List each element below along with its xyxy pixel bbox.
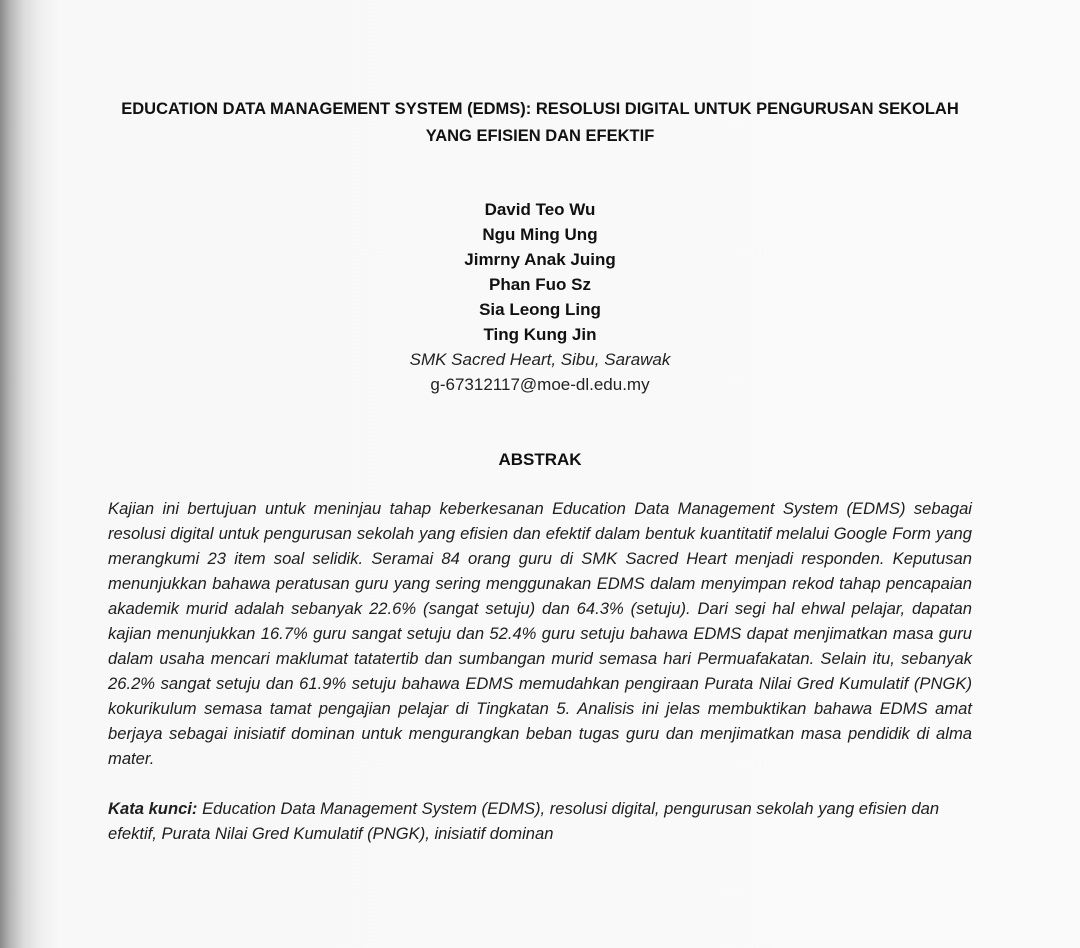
- keywords-label: Kata kunci:: [108, 799, 198, 818]
- abstract-body: Kajian ini bertujuan untuk meninjau tahap keberkesanan Education Data Management System (EDMS) sebagai resolusi digital untuk pengurusan sekolah yang efisien dan efektif dalam bentuk kuantitatif melalui Google Form yang merangkumi 23 item soal selidik. Seramai 84 orang guru di SMK Sacred Heart menjadi responden. Keputusan menunjukkan bahawa peratusan guru yang sering menggunakan EDMS dalam menyimpan rekod tahap pencapaian akademik murid adalah sebanyak 22.6% (sangat setuju) dan 64.3% (setuju). Dari segi hal ehwal pelajar, dapatan kajian menunjukkan 16.7% guru sangat setuju dan 52.4% guru setuju bahawa EDMS dapat menjimatkan masa guru dalam usaha mencari maklumat tatatertib dan sumbangan murid semasa hari Permuafakatan. Selain itu, sebanyak 26.2% sangat setuju dan 61.9% setuju bahawa EDMS memudahkan pengiraan Purata Nilai Gred Kumulatif (PNGK) kokurikulum semasa tamat pengajian pelajar di Tingkatan 5. Analisis ini jelas membuktikan bahawa EDMS amat berjaya sebagai inisiatif dominan untuk mengurangkan beban tugas guru dan menjimatkan masa pendidik di alma mater.: [108, 499, 972, 768]
- keywords-paragraph: [108, 796, 972, 846]
- keywords-text: Education Data Management System (EDMS), resolusi digital, pengurusan sekolah yang efisien dan efektif, Purata Nilai Gred Kumulatif (PNGK), inisiatif dominan: [108, 799, 940, 843]
- abstract-heading: ABSTRAK: [498, 450, 582, 469]
- paper-title: EDUCATION DATA MANAGEMENT SYSTEM (EDMS): RESOLUSI DIGITAL UNTUK PENGURUSAN SEKOLAH YANG EFISIEN DAN EFEKTIF: [121, 100, 959, 145]
- author-name: Ngu Ming Ung: [482, 225, 598, 244]
- author-name: Ting Kung Jin: [483, 325, 597, 344]
- author-name: Sia Leong Ling: [479, 300, 601, 319]
- author-name: Jimrny Anak Juing: [464, 250, 616, 269]
- author-affiliation: SMK Sacred Heart, Sibu, Sarawak: [409, 350, 671, 369]
- author-email: g-67312117@moe-dl.edu.my: [430, 375, 650, 394]
- author-block: [340, 197, 740, 397]
- author-name: Phan Fuo Sz: [489, 275, 591, 294]
- author-name: David Teo Wu: [484, 200, 596, 219]
